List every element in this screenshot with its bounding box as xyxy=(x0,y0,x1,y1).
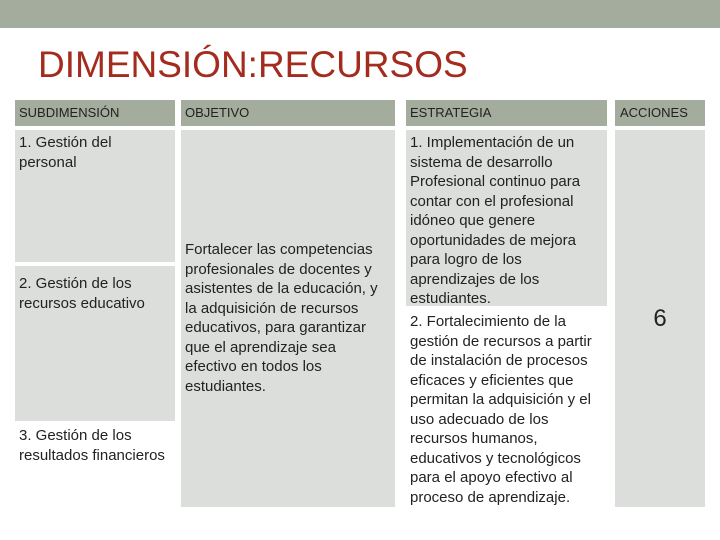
header-estrategia: ESTRATEGIA xyxy=(406,100,607,126)
subdimension-cell: 3. Gestión de los resultados financieros xyxy=(19,427,165,464)
slide-title: DIMENSIÓN:RECURSOS xyxy=(38,44,468,85)
subdimension-cell: 2. Gestión de los recursos educativo xyxy=(15,266,175,421)
objetivo-text: Fortalecer las competencias profesionales de docentes y asistentes de la educación, y la adquisición de recursos educativos, para garantizar que el aprendizaje sea efectivo en todos los estudiantes. xyxy=(185,241,378,395)
acciones-value: 6 xyxy=(653,305,667,332)
header-objetivo: OBJETIVO xyxy=(181,100,395,126)
subdimension-cell: 1. Gestión del personal xyxy=(15,130,175,262)
estrategia-cell: 2. Fortalecimiento de la gestión de recursos a partir de instalación de procesos eficaces y eficientes que permitan la adquisición y el uso adecuado de los recursos humanos, educativos y tecnológicos para el apoyo efectivo al proceso de aprendizaje. xyxy=(410,313,592,506)
header-acciones: ACCIONES xyxy=(615,100,705,126)
top-accent-bar xyxy=(0,0,720,28)
header-subdimension: SUBDIMENSIÓN xyxy=(15,100,175,126)
estrategia-cell: 1. Implementación de un sistema de desarrollo Profesional continuo para contar con el profesional idóneo que genere oportunidades de mejora para logro de los aprendizajes de los estudiantes. xyxy=(406,130,607,306)
